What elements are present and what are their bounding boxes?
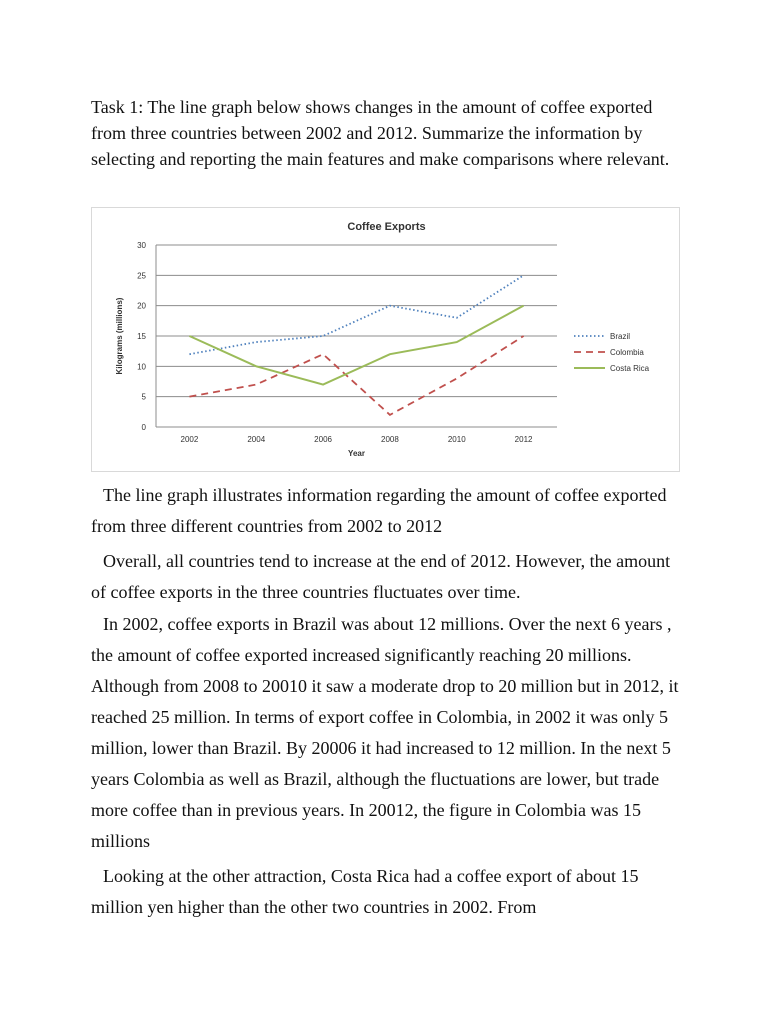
x-tick-label: 2006	[314, 435, 332, 444]
series-line-costa-rica	[189, 306, 523, 385]
x-tick-label: 2012	[514, 435, 533, 444]
series-line-colombia	[189, 336, 523, 415]
paragraph-costa-rica: Looking at the other attraction, Costa Rica had a coffee export of about 15 million yen higher than the other two countries in 2002. From	[91, 866, 639, 917]
x-tick-label: 2010	[447, 435, 466, 444]
x-tick-label: 2004	[247, 435, 266, 444]
y-tick-label: 5	[141, 392, 146, 402]
chart-title: Coffee Exports	[347, 221, 426, 233]
y-tick-label: 25	[137, 271, 146, 281]
chart-svg	[92, 208, 679, 471]
gridlines	[156, 245, 557, 427]
series-lines	[189, 275, 523, 415]
legend-label: Costa Rica	[610, 364, 650, 373]
legend-label: Brazil	[610, 332, 631, 341]
y-tick-label: 20	[137, 301, 146, 311]
paragraph-intro: The line graph illustrates information regarding the amount of coffee exported from three different countries from 2002 to 2012	[91, 485, 667, 536]
tick-labels	[137, 241, 533, 444]
y-tick-label: 15	[137, 332, 146, 341]
x-axis-label: Year	[348, 449, 365, 458]
coffee-exports-chart	[91, 207, 680, 472]
y-tick-label: 30	[137, 241, 146, 250]
x-tick-label: 2002	[180, 435, 199, 444]
legend-label: Colombia	[610, 348, 644, 357]
paragraph-details: In 2002, coffee exports in Brazil was about 12 millions. Over the next 6 years , the amount of coffee exported increased significantly reaching 20 millions. Although from 2008 to 20010 it saw a moderate drop to 20 million but in 2012, it reached 25 million. In terms of export coffee in Colombia, in 2002 it was only 5 million, lower than Brazil. By 20006 it had increased to 12 million. In the next 5 years Colombia as well as Brazil, although the fluctuations are lower, but trade more coffee than in previous years. In 20012, the figure in Colombia was 15 millions	[91, 614, 679, 851]
y-axis-label: Kilograms (millions)	[115, 297, 124, 375]
legend	[574, 332, 650, 373]
task-prompt: Task 1: The line graph below shows changes in the amount of coffee exported from three countries between 2002 and 2012. Summarize the information by selecting and reporting the main features and make comparisons where relevant.	[91, 97, 670, 169]
paragraph-overview: Overall, all countries tend to increase at the end of 2012. However, the amount of coffee exports in the three countries fluctuates over time.	[91, 551, 671, 602]
y-tick-label: 0	[141, 423, 146, 432]
x-tick-label: 2008	[381, 435, 399, 444]
series-line-brazil	[189, 275, 523, 354]
y-tick-label: 10	[137, 362, 146, 372]
